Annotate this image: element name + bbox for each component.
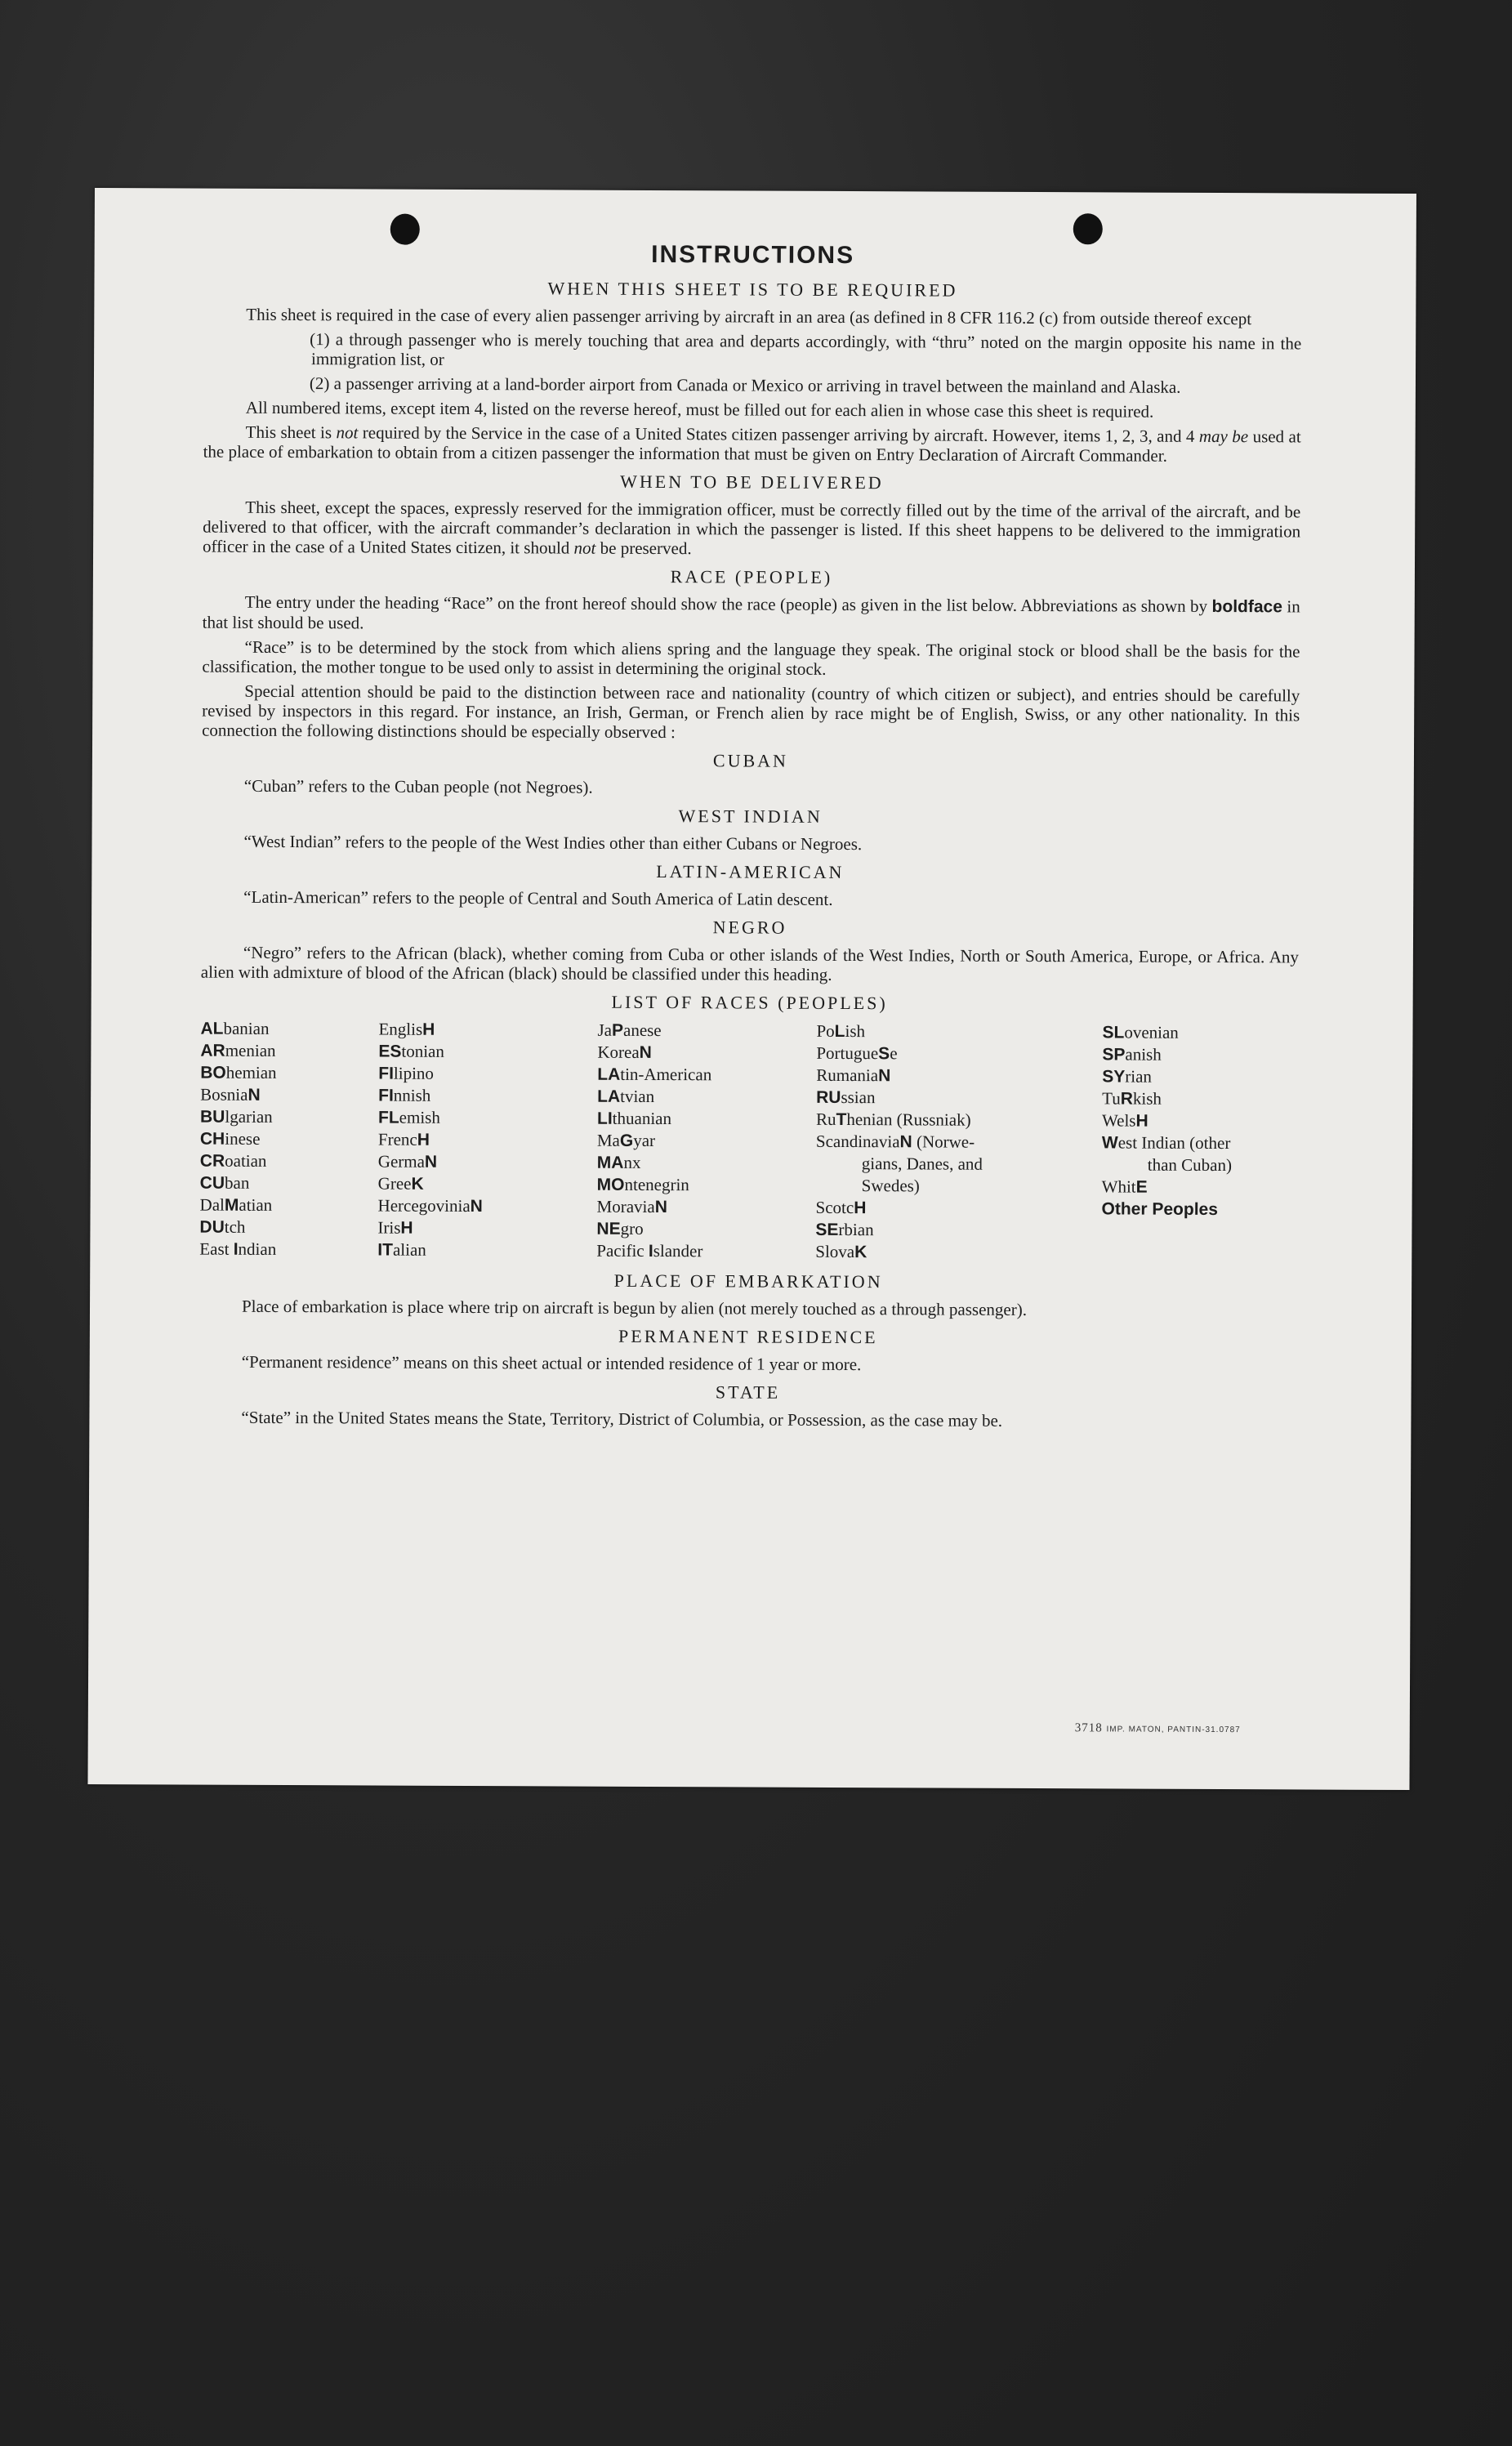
race-entry: RumaniaN xyxy=(816,1065,891,1086)
race-column xyxy=(377,1019,597,1262)
exception-item: (2) a passenger arriving at a land-border airport from Canada or Mexico or arriving in travel between the mainland and Alaska. xyxy=(309,373,1181,397)
race-entry: ScotcH xyxy=(815,1197,867,1218)
race-entry: BosniaN xyxy=(200,1084,261,1105)
race-entry: JaPanese xyxy=(597,1020,662,1041)
race-entry: FrencH xyxy=(377,1129,430,1149)
race-column xyxy=(815,1020,1102,1265)
race-entry: BOhemian xyxy=(200,1062,277,1082)
race-entry: ITalian xyxy=(377,1239,426,1260)
punch-hole xyxy=(1073,213,1103,244)
document-page xyxy=(87,188,1416,1790)
paragraph: “Negro” refers to the African (black), whether coming from Cuba or other islands of the West Indies, North or South America, Europe, or Africa. Any alien with admixture of blood of the African (black) should be classified under this heading. xyxy=(200,942,1299,984)
race-entry: SYrian xyxy=(1102,1066,1152,1087)
paragraph: “Permanent residence” means on this sheet actual or intended residence of 1 year or more. xyxy=(241,1351,862,1375)
race-entry: PortugueSe xyxy=(816,1042,898,1064)
section-heading: WHEN TO BE DELIVERED xyxy=(620,471,884,493)
paragraph: “State” in the United States means the State, Territory, District of Columbia, or Possession, as the case may be. xyxy=(241,1407,1003,1431)
paragraph: “Latin-American” refers to the people of Central and South America of Latin descent. xyxy=(243,886,833,909)
race-entry: RUssian xyxy=(816,1087,876,1108)
section-heading: CUBAN xyxy=(712,750,789,771)
paragraph: “West Indian” refers to the people of the West Indies other than either Cubans or Negroes. xyxy=(243,831,863,855)
section-heading: WHEN THIS SHEET IS TO BE REQUIRED xyxy=(547,278,958,301)
race-entry: PoLish xyxy=(816,1020,866,1042)
race-entry: GermaN xyxy=(377,1151,438,1172)
paragraph: “Cuban” refers to the Cuban people (not Negroes). xyxy=(243,775,593,797)
exception-item: (1) a through passenger who is merely touching that area and departs accordingly, with “thru” noted on the margin opposite his name in the immigration list, or xyxy=(310,329,1302,369)
paragraph: This sheet is not required by the Service in the case of a United States citizen passenger arriving by aircraft. However, items 1, 2, 3, and 4 may be used at the place of embarkation to obtain from a citizen passenger the information that must be given on Entry Declaration of Aircraft Commander. xyxy=(203,422,1301,466)
race-entry: SErbian xyxy=(815,1219,874,1240)
section-heading: LIST OF RACES (PEOPLES) xyxy=(611,991,888,1014)
race-column xyxy=(199,1018,378,1261)
race-entry: CUban xyxy=(199,1172,250,1193)
race-entry: LIthuanian xyxy=(596,1108,672,1129)
paragraph: This sheet is required in the case of every alien passenger arriving by aircraft in an area (as defined in 8 CFR 116.2 (c) from outside thereof except xyxy=(246,304,1252,329)
section-heading: PERMANENT RESIDENCE xyxy=(618,1325,878,1348)
race-entry: LAtvian xyxy=(597,1086,655,1106)
race-entry: SPanish xyxy=(1102,1044,1162,1065)
race-column xyxy=(596,1020,816,1263)
paragraph: Special attention should be paid to the distinction between race and nationality (country of which citizen or subject), and entries should be carefully revised by inspectors in this regard. For instance, an Irish, German, or French alien by race might be of English, Swiss, or any other nationality. In this connection the following distinctions should be especially observed : xyxy=(202,681,1300,743)
printer-imprint: IMP. MATON, PANTIN-31.0787 xyxy=(1106,1725,1241,1735)
page-title: INSTRUCTIONS xyxy=(651,240,855,270)
race-entry: WelsH xyxy=(1101,1110,1148,1131)
paragraph: “Race” is to be determined by the stock from which aliens spring and the language they speak. The original stock or blood shall be the basis for the classification, the mother tongue to be used only to assist in determining the original stock. xyxy=(202,636,1300,679)
race-entry: MOntenegrin xyxy=(596,1174,689,1195)
paragraph: Place of embarkation is place where trip on aircraft is begun by alien (not merely touched as a through passenger). xyxy=(241,1296,1028,1319)
section-heading: RACE (PEOPLE) xyxy=(670,566,833,587)
race-entry: ScandinaviaN (Norwe- gians, Danes, and Swedes) xyxy=(815,1131,983,1196)
race-entry: HercegoviniaN xyxy=(377,1195,483,1216)
race-entry: Other Peoples xyxy=(1101,1199,1218,1220)
race-entry: KoreaN xyxy=(597,1042,652,1062)
race-column xyxy=(1101,1021,1298,1265)
form-code: 3718 xyxy=(1074,1721,1103,1735)
race-entry: ARmenian xyxy=(200,1040,276,1060)
section-heading: PLACE OF EMBARKATION xyxy=(613,1270,883,1292)
section-heading: LATIN-AMERICAN xyxy=(656,861,845,883)
race-entry: TuRkish xyxy=(1102,1088,1162,1109)
race-entry: RuThenian (Russniak) xyxy=(815,1109,971,1130)
document-content xyxy=(198,239,1301,1437)
race-entry: WhitE xyxy=(1101,1176,1148,1197)
section-heading: WEST INDIAN xyxy=(678,806,823,827)
race-entry: FIlipino xyxy=(378,1063,435,1083)
race-entry: MaGyar xyxy=(596,1130,656,1151)
race-entry: MAnx xyxy=(596,1152,641,1172)
race-entry: SlovaK xyxy=(815,1241,868,1262)
race-list xyxy=(199,1018,1298,1265)
race-entry: West Indian (other than Cuban) xyxy=(1101,1132,1233,1176)
race-entry: CHinese xyxy=(199,1128,261,1149)
race-entry: East Indian xyxy=(199,1239,277,1259)
race-entry: DUtch xyxy=(199,1216,246,1237)
race-entry: EStonian xyxy=(378,1041,444,1061)
race-entry: MoraviaN xyxy=(596,1196,667,1217)
paragraph: All numbered items, except item 4, listed on the reverse hereof, must be filled out for each alien in whose case this sheet is required. xyxy=(245,397,1154,422)
race-entry: DalMatian xyxy=(199,1194,273,1215)
race-entry: Pacific Islander xyxy=(596,1240,703,1261)
paragraph: This sheet, except the spaces, expressly reserved for the immigration officer, must be correctly filled out by the time of the arrival of the aircraft, and be delivered to that officer, with the aircraft commander’s declaration in which the passenger is listed. If this sheet happens to be delivered to the immigration officer in the case of a United States citizen, it should not be preserved. xyxy=(203,497,1301,559)
race-entry: NEgro xyxy=(596,1218,644,1239)
race-entry: LAtin-American xyxy=(597,1064,712,1085)
race-entry: EnglisH xyxy=(378,1019,435,1039)
section-heading: STATE xyxy=(715,1381,781,1403)
race-entry: ALbanian xyxy=(200,1018,270,1038)
race-entry: FLemish xyxy=(377,1107,440,1127)
print-imprint xyxy=(1075,1721,1241,1736)
race-entry: IrisH xyxy=(377,1217,413,1238)
race-entry: GreeK xyxy=(377,1173,424,1194)
race-entry: BUlgarian xyxy=(199,1106,273,1127)
race-entry: SLovenian xyxy=(1102,1022,1179,1042)
race-entry: CRoatian xyxy=(199,1150,267,1171)
race-entry: FInnish xyxy=(378,1085,431,1105)
paragraph: The entry under the heading “Race” on the front hereof should show the race (people) as given in the list below. Abbreviations as shown by boldface in that list should be used. xyxy=(202,591,1300,633)
section-heading: NEGRO xyxy=(712,917,787,938)
